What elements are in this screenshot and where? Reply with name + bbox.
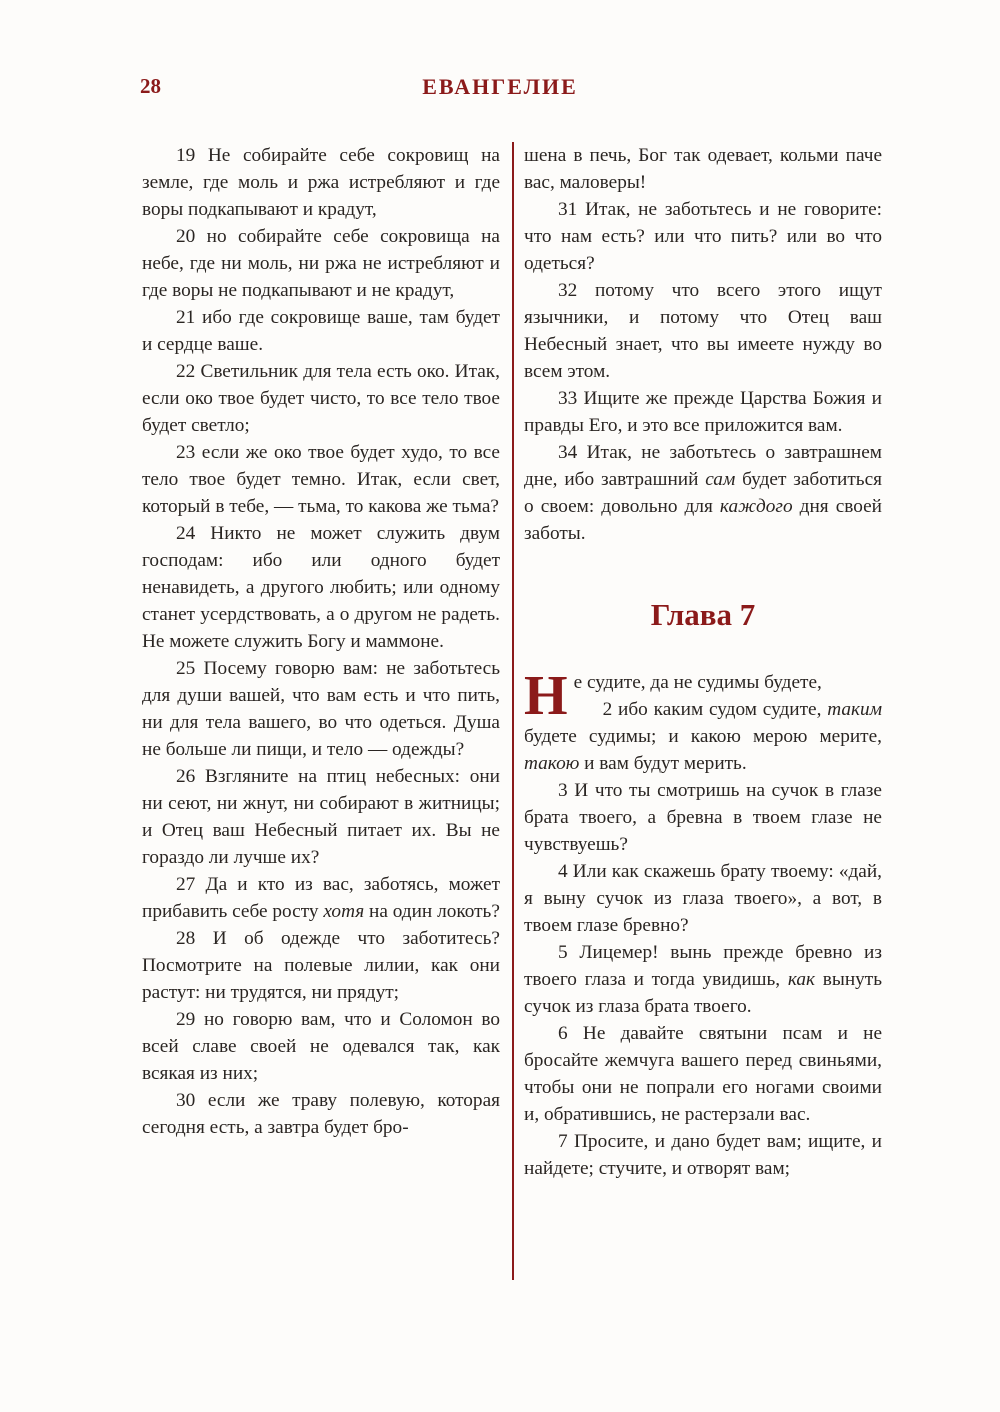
verse-30-continuation: шена в печь, Бог так одевает, кольми паче вас, маловеры!	[524, 145, 882, 193]
verse-number: 6	[558, 1023, 568, 1044]
verse-6	[524, 1020, 882, 1128]
verse-italic: каждого	[719, 496, 793, 517]
verse-21	[142, 304, 500, 358]
verse-5: 5 Лицемер! вынь прежде бревно из твоего глаза и тогда увидишь, как вынуть сучок из глаза брата твоего.	[524, 942, 882, 1017]
verse-number: 28	[176, 928, 196, 949]
verse-22	[142, 358, 500, 439]
verse-text: но собирайте себе сокровища на небе, где ни моль, ни ржа не истребляют и где воры не подкапывают и не крадут,	[142, 226, 500, 301]
verse-number: 7	[558, 1131, 568, 1152]
verse-number: 5	[558, 942, 568, 963]
verse-number: 34	[558, 442, 578, 463]
verse-text: Не собирайте себе сокровищ на земле, где моль и ржа истребляют и где воры подкапывают и крадут,	[142, 145, 500, 220]
verse-text: если же око твое будет худо, то все тело твое будет темно. Итак, если свет, который в тебе, — тьма, то какова же тьма?	[142, 442, 500, 517]
right-column	[524, 142, 882, 1182]
verse-30	[142, 1087, 500, 1141]
running-head: ЕВАНГЕЛИЕ	[422, 74, 578, 99]
verse-number: 32	[558, 280, 578, 301]
verse-26	[142, 763, 500, 871]
verse-italic: сам	[705, 469, 736, 490]
verse-number: 27	[176, 874, 196, 895]
verse-23	[142, 439, 500, 520]
verse-text: если же траву полевую, которая сегодня есть, а завтра будет бро-	[142, 1090, 500, 1138]
verse-text: И что ты смотришь на сучок в глазе брата твоего, а бревна в твоем глазе не чувствуешь?	[524, 780, 882, 855]
verse-4	[524, 858, 882, 939]
verse-2: 2 ибо каким судом судите, таким будете судимы; и какою мерою мерите, такою и вам будут мерить.	[524, 699, 882, 774]
verse-text: на один локоть?	[364, 901, 500, 922]
verse-31	[524, 196, 882, 277]
chapter-heading: Глава 7	[650, 597, 756, 632]
verse-text: Или как скажешь брату твоему: «дай, я выну сучок из глаза твоего», а вот, в твоем глазе бревно?	[524, 861, 883, 936]
verse-number: 30	[176, 1090, 196, 1111]
verse-italic: как	[787, 969, 816, 990]
verse-number: 24	[176, 523, 196, 544]
verse-text: И об одежде что заботитесь? Посмотрите на полевые лилии, как они растут: ни трудятся, ни прядут;	[142, 928, 500, 1003]
verse-text: Взгляните на птиц небесных: они ни сеют, ни жнут, ни собирают в житницы; и Отец ваш Небесный питает их. Вы не гораздо ли лучше их?	[142, 766, 500, 868]
verse-italic: хотя	[323, 901, 365, 922]
verse-number: 2	[602, 699, 613, 720]
verse-text: Да и кто из вас, заботясь, может прибавить себе росту	[142, 874, 500, 922]
verse-20	[142, 223, 500, 304]
verse-29	[142, 1006, 500, 1087]
verse-number: 25	[176, 658, 196, 679]
verse-19	[142, 142, 500, 223]
verse-28	[142, 925, 500, 1006]
drop-cap: Н	[524, 665, 568, 727]
verse-text: Посему говорю вам: не заботьтесь для души вашей, что вам есть и что пить, ни для тела вашего, во что одеться. Душа не больше ли пищи, и тело — одежды?	[142, 658, 500, 760]
verse-text: Светильник для тела есть око. Итак, если око твое будет чисто, то все тело твое будет светло;	[142, 361, 500, 436]
verse-number: 20	[176, 226, 196, 247]
verse-7	[524, 1128, 882, 1182]
verse-number: 26	[176, 766, 196, 787]
left-column	[142, 142, 500, 1141]
verse-text: но говорю вам, что и Соломон во всей славе своей не одевался так, как всякая из них;	[142, 1009, 501, 1084]
verse-number: 29	[176, 1009, 196, 1030]
verse-number: 31	[558, 199, 578, 220]
verse-number: 3	[558, 780, 568, 801]
verse-text: е судите, да не судимы будете,	[573, 672, 822, 693]
verse-25	[142, 655, 500, 763]
verse-italic: таким	[827, 699, 882, 720]
verse-text: Итак, не заботьтесь и не говорите: что нам есть? или что пить? или во что одеться?	[524, 199, 882, 274]
verse-3	[524, 777, 882, 858]
verse-text: Ищите же прежде Царства Божия и правды Его, и это все приложится вам.	[524, 388, 882, 436]
verse-32	[524, 277, 882, 385]
page-number: 28	[140, 74, 161, 98]
verse-text: Просите, и дано будет вам; ищите, и найдете; стучите, и отворят вам;	[524, 1131, 882, 1179]
verse-text: потому что всего этого ищут язычники, и потому что Отец ваш Небесный знает, что вы имеете нужду во всем этом.	[524, 280, 882, 382]
verse-number: 23	[176, 442, 196, 463]
verse-number: 19	[176, 145, 196, 166]
verse-number: 33	[558, 388, 578, 409]
verse-number: 21	[176, 307, 196, 328]
verse-1	[524, 665, 882, 777]
verse-24	[142, 520, 500, 655]
verse-34: 34 Итак, не заботьтесь о завтрашнем дне, ибо завтрашний сам будет заботиться о своем: довольно для каждого дня своей заботы.	[524, 442, 883, 544]
column-divider	[512, 142, 514, 1280]
verse-text: Никто не может служить двум господам: ибо или одного будет ненавидеть, а другого любить; или одному станет усердствовать, а о другом не радеть. Не можете служить Богу и маммоне.	[142, 523, 500, 652]
verse-number: 22	[176, 361, 196, 382]
verse-text: Не давайте святыни псам и не бросайте жемчуга вашего перед свиньями, чтобы они не попрали его ногами своими и, обратившись, не растерзали вас.	[524, 1023, 882, 1125]
verse-text: ибо где сокровище ваше, там будет и сердце ваше.	[142, 307, 500, 355]
verse-33	[524, 385, 882, 439]
verse-number: 4	[558, 861, 568, 882]
verse-27	[142, 871, 500, 925]
verse-italic: такою	[524, 753, 580, 774]
